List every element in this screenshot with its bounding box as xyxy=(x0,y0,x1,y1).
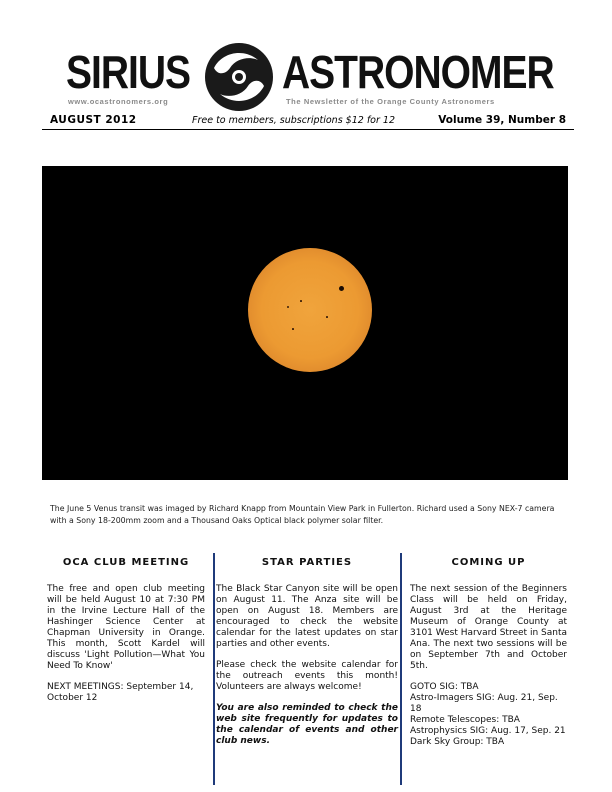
star-parties-column xyxy=(216,556,398,757)
issue-volume: Volume 39, Number 8 xyxy=(438,114,566,126)
sunspot xyxy=(292,328,294,330)
club-meeting-column xyxy=(47,556,205,714)
star-parties-heading: STAR PARTIES xyxy=(261,557,353,568)
list-item: Dark Sky Group: TBA xyxy=(410,737,505,747)
sirius-logo xyxy=(200,38,278,116)
masthead xyxy=(0,0,612,125)
column-divider xyxy=(213,553,215,785)
list-item: Remote Telescopes: TBA xyxy=(410,715,520,725)
sun-disk xyxy=(248,248,372,372)
masthead-tagline: The Newsletter of the Orange County Astronomers xyxy=(286,97,495,106)
column-divider xyxy=(400,553,402,785)
sig-list xyxy=(410,682,567,748)
list-item: GOTO SIG: TBA xyxy=(410,682,479,692)
website-reminder-text: You are also reminded to check the web site frequently for updates to the calendar of events and other club news. xyxy=(216,703,398,746)
sunspot xyxy=(300,300,302,302)
website-url: www.ocastronomers.org xyxy=(68,97,169,106)
list-item: Astrophysics SIG: Aug. 17, Sep. 21 xyxy=(410,726,566,736)
sunspot xyxy=(326,316,328,318)
outreach-text: Please check the website calendar for the outreach events this month! Volunteers are always welcome! xyxy=(216,660,398,692)
masthead-title-right: ASTRONOMER xyxy=(282,47,554,99)
masthead-title-left: SIRIUS xyxy=(66,47,191,99)
subscription-note: Free to members, subscriptions $12 for 12 xyxy=(192,115,395,126)
club-meeting-heading: OCA CLUB MEETING xyxy=(62,557,190,568)
list-item: Astro-Imagers SIG: Aug. 21, Sep. 18 xyxy=(410,693,558,714)
venus-silhouette xyxy=(339,286,344,291)
star-parties-text: The Black Star Canyon site will be open on August 11. The Anza site will be open on August 18. Members are encouraged to check the website calendar for the latest updates on star parties and other events. xyxy=(216,584,398,649)
venus-transit-photo xyxy=(42,166,568,480)
issue-date: AUGUST 2012 xyxy=(50,114,137,126)
sunspot xyxy=(287,306,289,308)
coming-up-column xyxy=(410,556,567,748)
photo-caption: The June 5 Venus transit was imaged by Richard Knapp from Mountain View Park in Fullerton. Richard used a Sony NEX-7 camera with a Sony 18-200mm zoom and a Thousand Oaks Optical black polymer solar filter. xyxy=(50,504,555,525)
club-meeting-text: The free and open club meeting will be held August 10 at 7:30 PM in the Irvine Lecture Hall of the Hashinger Science Center at Chapman University in Orange. This month, Scott Kardel will discuss 'Light Pollution—What You Need To Know' xyxy=(47,584,205,671)
coming-up-heading: COMING UP xyxy=(451,557,526,568)
next-meetings-text: NEXT MEETINGS: September 14, October 12 xyxy=(47,682,194,703)
beginners-class-text: The next session of the Beginners Class will be held on Friday, August 3rd at the Heritage Museum of Orange County at 3101 West Harvard Street in Santa Ana. The next two sessions will be on September 7th and October 5th. xyxy=(410,584,567,671)
issue-bar xyxy=(42,114,574,130)
